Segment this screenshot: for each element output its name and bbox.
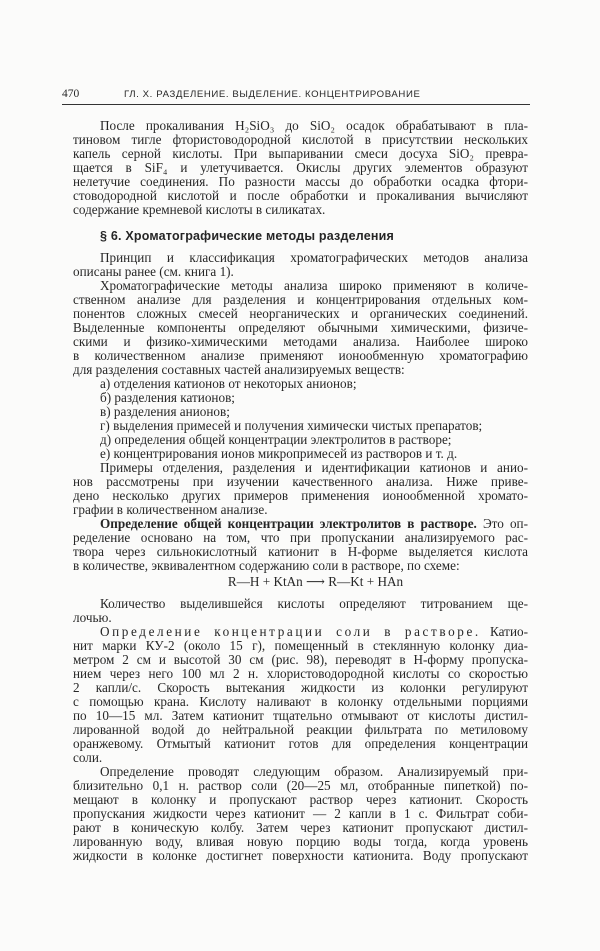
text-line — [73, 119, 528, 133]
line-text: нелетучие соединения. По разности массы до обработки осадка фтори- — [73, 174, 528, 189]
text-line — [73, 597, 528, 611]
paragraph — [73, 119, 528, 217]
line-text: нит марки КУ-2 (около 15 г), помещенный в стеклянную колонку диа- — [73, 638, 528, 653]
text-line — [73, 203, 528, 217]
line-text: Принцип и классификация хроматографических методов анализа — [100, 250, 528, 265]
line-text: графии в количественном анализе. — [73, 502, 268, 517]
line-text: Это оп- — [476, 516, 528, 531]
line-text: лированной водой до нейтральной реакции фильтрата по метиловому — [73, 722, 528, 737]
line-text: в количестве, эквивалентном содержанию соли в растворе, по схеме: — [73, 558, 460, 573]
reaction-formula: R—H + KtAn ⟶ R—Kt + HAn — [227, 574, 404, 589]
text-line — [73, 147, 528, 161]
text-line — [73, 625, 528, 639]
text-line — [73, 503, 528, 517]
line-text: После прокаливания H₂SiO₃ до SiO₂ осадок обрабатывают в пла- — [100, 118, 528, 133]
line-text: Катио- — [480, 624, 528, 639]
line-text: капель серной кислоты. При выпаривании смеси досуха SiO₂ превра- — [73, 146, 528, 161]
line-text: описаны ранее (см. книга 1). — [73, 264, 234, 279]
line-text: для разделения составных частей анализируемых веществ: — [73, 362, 405, 377]
text-line — [73, 489, 528, 503]
line-text: соли. — [73, 750, 103, 765]
line-text: рают в коническую колбу. Затем через катионит пропускают дистил- — [73, 820, 528, 835]
line-text: содержание кремневой кислоты в силикатах. — [73, 202, 326, 217]
page-body — [73, 119, 528, 863]
line-text: стоводородной кислотой и после обработки и прокаливания вычисляют — [73, 188, 528, 203]
paragraph — [73, 625, 528, 765]
text-line — [73, 251, 528, 265]
run-in-heading: Определение общей концентрации электролитов в растворе. — [100, 516, 477, 531]
text-line — [73, 611, 528, 625]
line-text: по 10—15 мл. Затем катионит тщательно отмывают от кислоты дистил- — [73, 708, 528, 723]
text-line — [73, 461, 528, 475]
text-line — [73, 293, 528, 307]
line-text: твора через сильнокислотный катионит в Н-форме выделяется кислота — [73, 544, 528, 559]
text-line — [73, 307, 528, 321]
line-text: 2 капли/с. Скорость вытекания жидкости из колонки регулируют — [73, 680, 528, 695]
text-line — [73, 321, 528, 335]
text-line — [73, 821, 528, 835]
list-item: в) разделения анионов; — [100, 404, 230, 419]
text-line — [73, 849, 528, 863]
run-in-heading: Определение концентрации соли в растворе. — [100, 624, 481, 639]
line-text: щается в SiF₄ и улетучивается. Окислы других элементов образуют — [73, 160, 528, 175]
text-line — [73, 545, 528, 559]
text-line — [73, 751, 528, 765]
text-line — [73, 667, 528, 681]
text-line — [73, 363, 528, 377]
line-text: лированную воду, вливая новую порцию воды тогда, когда уровень — [73, 834, 528, 849]
text-line — [73, 779, 528, 793]
text-line — [73, 475, 528, 489]
line-text: близительно 0,1 н. раствор соли (20—25 мл, отобранные пипеткой) по- — [73, 778, 528, 793]
text-line — [73, 835, 528, 849]
paragraph — [73, 597, 528, 625]
page-number: 470 — [62, 88, 80, 100]
text-line — [73, 681, 528, 695]
section-heading: § 6. Хроматографические методы разделения — [100, 229, 395, 243]
text-line — [73, 161, 528, 175]
text-line — [73, 695, 528, 709]
text-line — [73, 709, 528, 723]
list-item: г) выделения примесей и получения химически чистых препаратов; — [100, 418, 483, 433]
line-text: скими и физико-химическими методами анализа. Наиболее широко — [73, 334, 528, 349]
line-text: Выделенные компоненты определяют обычными химическими, физиче- — [73, 320, 528, 335]
text-line — [73, 279, 528, 293]
text-line — [73, 335, 528, 349]
list — [73, 377, 528, 461]
line-text: с помощью крана. Кислоту наливают в колонку отдельными порциями — [73, 694, 528, 709]
text-line — [73, 807, 528, 821]
running-header — [62, 88, 530, 105]
line-text: ственном анализе для разделения и концентрирования отдельных ком- — [73, 292, 528, 307]
line-text: Примеры отделения, разделения и идентификации катионов и анио- — [100, 460, 528, 475]
list-item: д) определения общей концентрации электролитов в растворе; — [100, 432, 452, 447]
line-text: лочью. — [73, 610, 112, 625]
text-line — [73, 349, 528, 363]
text-line — [73, 793, 528, 807]
text-line — [73, 175, 528, 189]
line-text: жидкости в колонке достигнет поверхности катионита. Воду пропускают — [73, 848, 528, 863]
text-line — [73, 559, 528, 573]
line-text: оранжевому. Отмытый катионит готов для определения концентрации — [73, 736, 528, 751]
paragraph — [73, 461, 528, 517]
text-line — [73, 531, 528, 545]
text-line — [73, 639, 528, 653]
line-text: мещают в колонку и пропускают раствор через катионит. Скорость — [73, 792, 528, 807]
text-line — [73, 653, 528, 667]
line-text: ределение основано на том, что при пропускании анализируемого рас- — [73, 530, 528, 545]
line-text: тиновом тигле фтористоводородной кислотой в присутствии нескольких — [73, 132, 528, 147]
text-line — [73, 517, 528, 531]
line-text: дено несколько других примеров применения ионообменной хромато- — [73, 488, 528, 503]
paragraph — [73, 765, 528, 863]
list-item: е) концентрирования ионов микропримесей из растворов и т. д. — [100, 446, 458, 461]
line-text: пропускания жидкости через катионит — 2 капли в 1 с. Фильтрат соби- — [73, 806, 528, 821]
text-line — [73, 189, 528, 203]
paragraph — [73, 279, 528, 377]
line-text: метром 2 см и высотой 30 см (рис. 98), переводят в Н-форму пропуска- — [73, 652, 528, 667]
paragraph — [73, 517, 528, 573]
line-text: Хроматографические методы анализа широко применяют в количе- — [100, 278, 528, 293]
text-line — [73, 723, 528, 737]
line-text: Количество выделившейся кислоты определяют титрованием ще- — [100, 596, 528, 611]
paragraph — [73, 251, 528, 279]
text-line — [73, 265, 528, 279]
text-line — [73, 765, 528, 779]
line-text: Определение проводят следующим образом. Анализируемый при- — [100, 764, 528, 779]
line-text: нием через него 100 мл 2 н. хлористоводородной кислоты со скоростью — [73, 666, 528, 681]
chapter-title: ГЛ. X. РАЗДЕЛЕНИЕ. ВЫДЕЛЕНИЕ. КОНЦЕНТРИРОВАНИЕ — [124, 89, 421, 100]
line-text: нов рассмотрены при изучении качественного анализа. Ниже приве- — [73, 474, 528, 489]
text-line — [73, 737, 528, 751]
text-line — [73, 133, 528, 147]
line-text: в количественном анализе применяют ионообменную хроматографию — [73, 348, 528, 363]
list-item: а) отделения катионов от некоторых анионов; — [100, 376, 357, 391]
list-item: б) разделения катионов; — [100, 390, 235, 405]
line-text: понентов сложных смесей неорганических и органических соединений. — [73, 306, 528, 321]
